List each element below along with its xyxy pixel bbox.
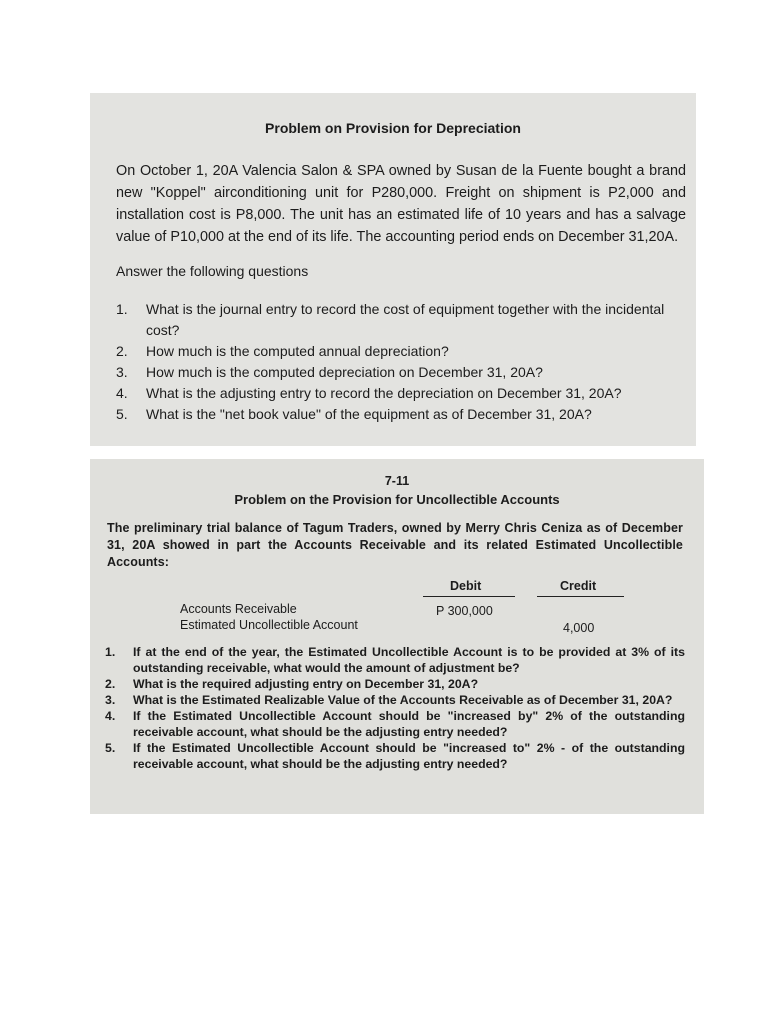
question-item: 3. What is the Estimated Realizable Value of the Accounts Receivable as of December 31, 20A?: [105, 693, 673, 707]
question-item: 5. What is the "net book value" of the equipment as of December 31, 20A?: [116, 406, 592, 422]
question-item: 4. What is the adjusting entry to record the depreciation on December 31, 20A?: [116, 385, 622, 401]
question-list: [116, 299, 686, 425]
debit-rule: [423, 596, 515, 597]
question-list: [105, 644, 685, 772]
debit-header: Debit: [450, 579, 482, 593]
problem-title: Problem on the Provision for Uncollectible Accounts: [234, 492, 560, 507]
question-item: 1. What is the journal entry to record the cost of equipment together with the incidental cost?: [116, 301, 665, 338]
credit-header: Credit: [560, 579, 597, 593]
uncollectible-problem-panel: [90, 459, 704, 814]
debit-amount: P 300,000: [436, 604, 493, 618]
credit-amount: 4,000: [563, 621, 595, 635]
depreciation-problem-panel: [90, 93, 696, 446]
question-item: 5. If the Estimated Uncollectible Account should be "increased to" 2% - of the outstanding receivable account, what should be the adjusting entry needed?: [105, 741, 685, 771]
problem-title: Problem on Provision for Depreciation: [265, 120, 521, 136]
question-item: 2. How much is the computed annual depreciation?: [116, 343, 449, 359]
problem-paragraph: The preliminary trial balance of Tagum Traders, owned by Merry Chris Ceniza as of December 31, 20A showed in part the Accounts Receivable and its related Estimated Uncollectible Accounts:: [107, 521, 683, 569]
question-item: 3. How much is the computed depreciation on December 31, 20A?: [116, 364, 543, 380]
problem-paragraph: On October 1, 20A Valencia Salon & SPA owned by Susan de la Fuente bought a brand new "Koppel" airconditioning unit for P280,000. Freight on shipment is P2,000 and installation cost is P8,000. The unit has an estimated life of 10 years and has a salvage value of P10,000 at the end of its life. The accounting period ends on December 31,20A.: [116, 163, 686, 245]
answer-prompt: Answer the following questions: [116, 263, 309, 279]
problem-code: 7-11: [384, 474, 410, 488]
credit-rule: [537, 596, 624, 597]
question-item: 4. If the Estimated Uncollectible Account should be "increased by" 2% of the outstanding receivable account, what should be the adjusting entry needed?: [105, 709, 685, 739]
question-item: 1. If at the end of the year, the Estimated Uncollectible Account is to be provided at 3% of its outstanding receivable, what would the amount of adjustment be?: [105, 645, 685, 675]
account-name: Estimated Uncollectible Account: [180, 618, 358, 632]
account-name: Accounts Receivable: [180, 602, 297, 616]
question-item: 2. What is the required adjusting entry on December 31, 20A?: [105, 677, 479, 691]
